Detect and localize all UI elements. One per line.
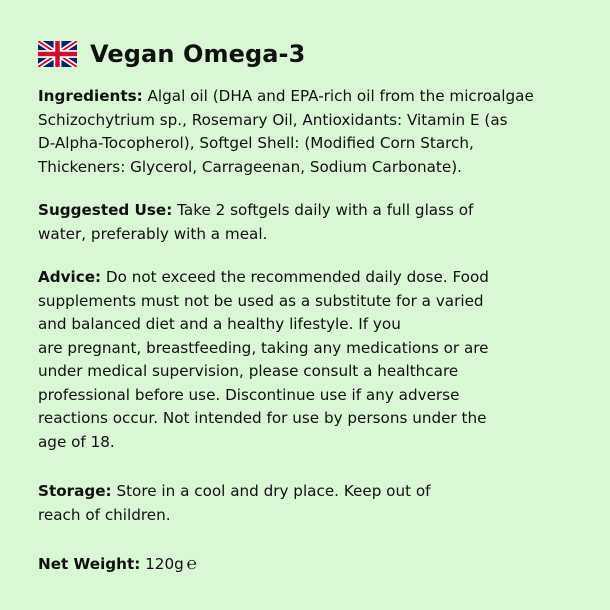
advice-section — [38, 266, 592, 454]
suggested-use-label: Suggested Use: — [38, 201, 173, 219]
ingredients-text-line: Schizochytrium sp., Rosemary Oil, Antioxidants: Vitamin E (as — [38, 110, 508, 129]
storage-section — [38, 480, 592, 527]
net-weight-value: 120g — [140, 555, 184, 573]
ingredients-section — [38, 85, 592, 179]
storage-text-line: Store in a cool and dry place. Keep out of — [111, 482, 431, 500]
advice-text-line: professional before use. Discontinue use if any adverse — [38, 385, 460, 404]
suggested-use-text-line: water, preferably with a meal. — [38, 224, 268, 243]
uk-flag-icon — [38, 41, 77, 67]
advice-text-line: age of 18. — [38, 432, 115, 451]
advice-text-line: and balanced diet and a healthy lifestyle. If you — [38, 315, 401, 333]
advice-text-line: Do not exceed the recommended daily dose. Food — [101, 268, 489, 286]
suggested-use-section — [38, 199, 592, 246]
storage-text-line: reach of children. — [38, 505, 171, 524]
advice-text-line: reactions occur. Not intended for use by persons under the — [38, 409, 487, 427]
advice-label: Advice: — [38, 268, 102, 286]
ingredients-text-line: Thickeners: Glycerol, Carrageenan, Sodium Carbonate). — [38, 157, 462, 176]
header — [38, 39, 592, 69]
suggested-use-text-line: Take 2 softgels daily with a full glass of — [172, 201, 474, 219]
advice-text-line: supplements must not be used as a substitute for a varied — [38, 291, 484, 310]
ingredients-text-line: Algal oil (DHA and EPA-rich oil from the microalgae — [142, 87, 534, 105]
net-weight-section — [38, 553, 592, 577]
advice-text-line: under medical supervision, please consult a healthcare — [38, 362, 459, 380]
advice-text-line: are pregnant, breastfeeding, taking any medications or are — [38, 338, 489, 357]
net-weight-label: Net Weight: — [38, 555, 141, 573]
ingredients-text-line: D-Alpha-Tocopherol), Softgel Shell: (Modified Corn Starch, — [38, 134, 474, 152]
ingredients-label: Ingredients: — [38, 87, 143, 105]
product-title: Vegan Omega-3 — [90, 40, 306, 68]
estimated-sign-icon: ℮ — [186, 554, 197, 574]
storage-label: Storage: — [38, 482, 112, 500]
